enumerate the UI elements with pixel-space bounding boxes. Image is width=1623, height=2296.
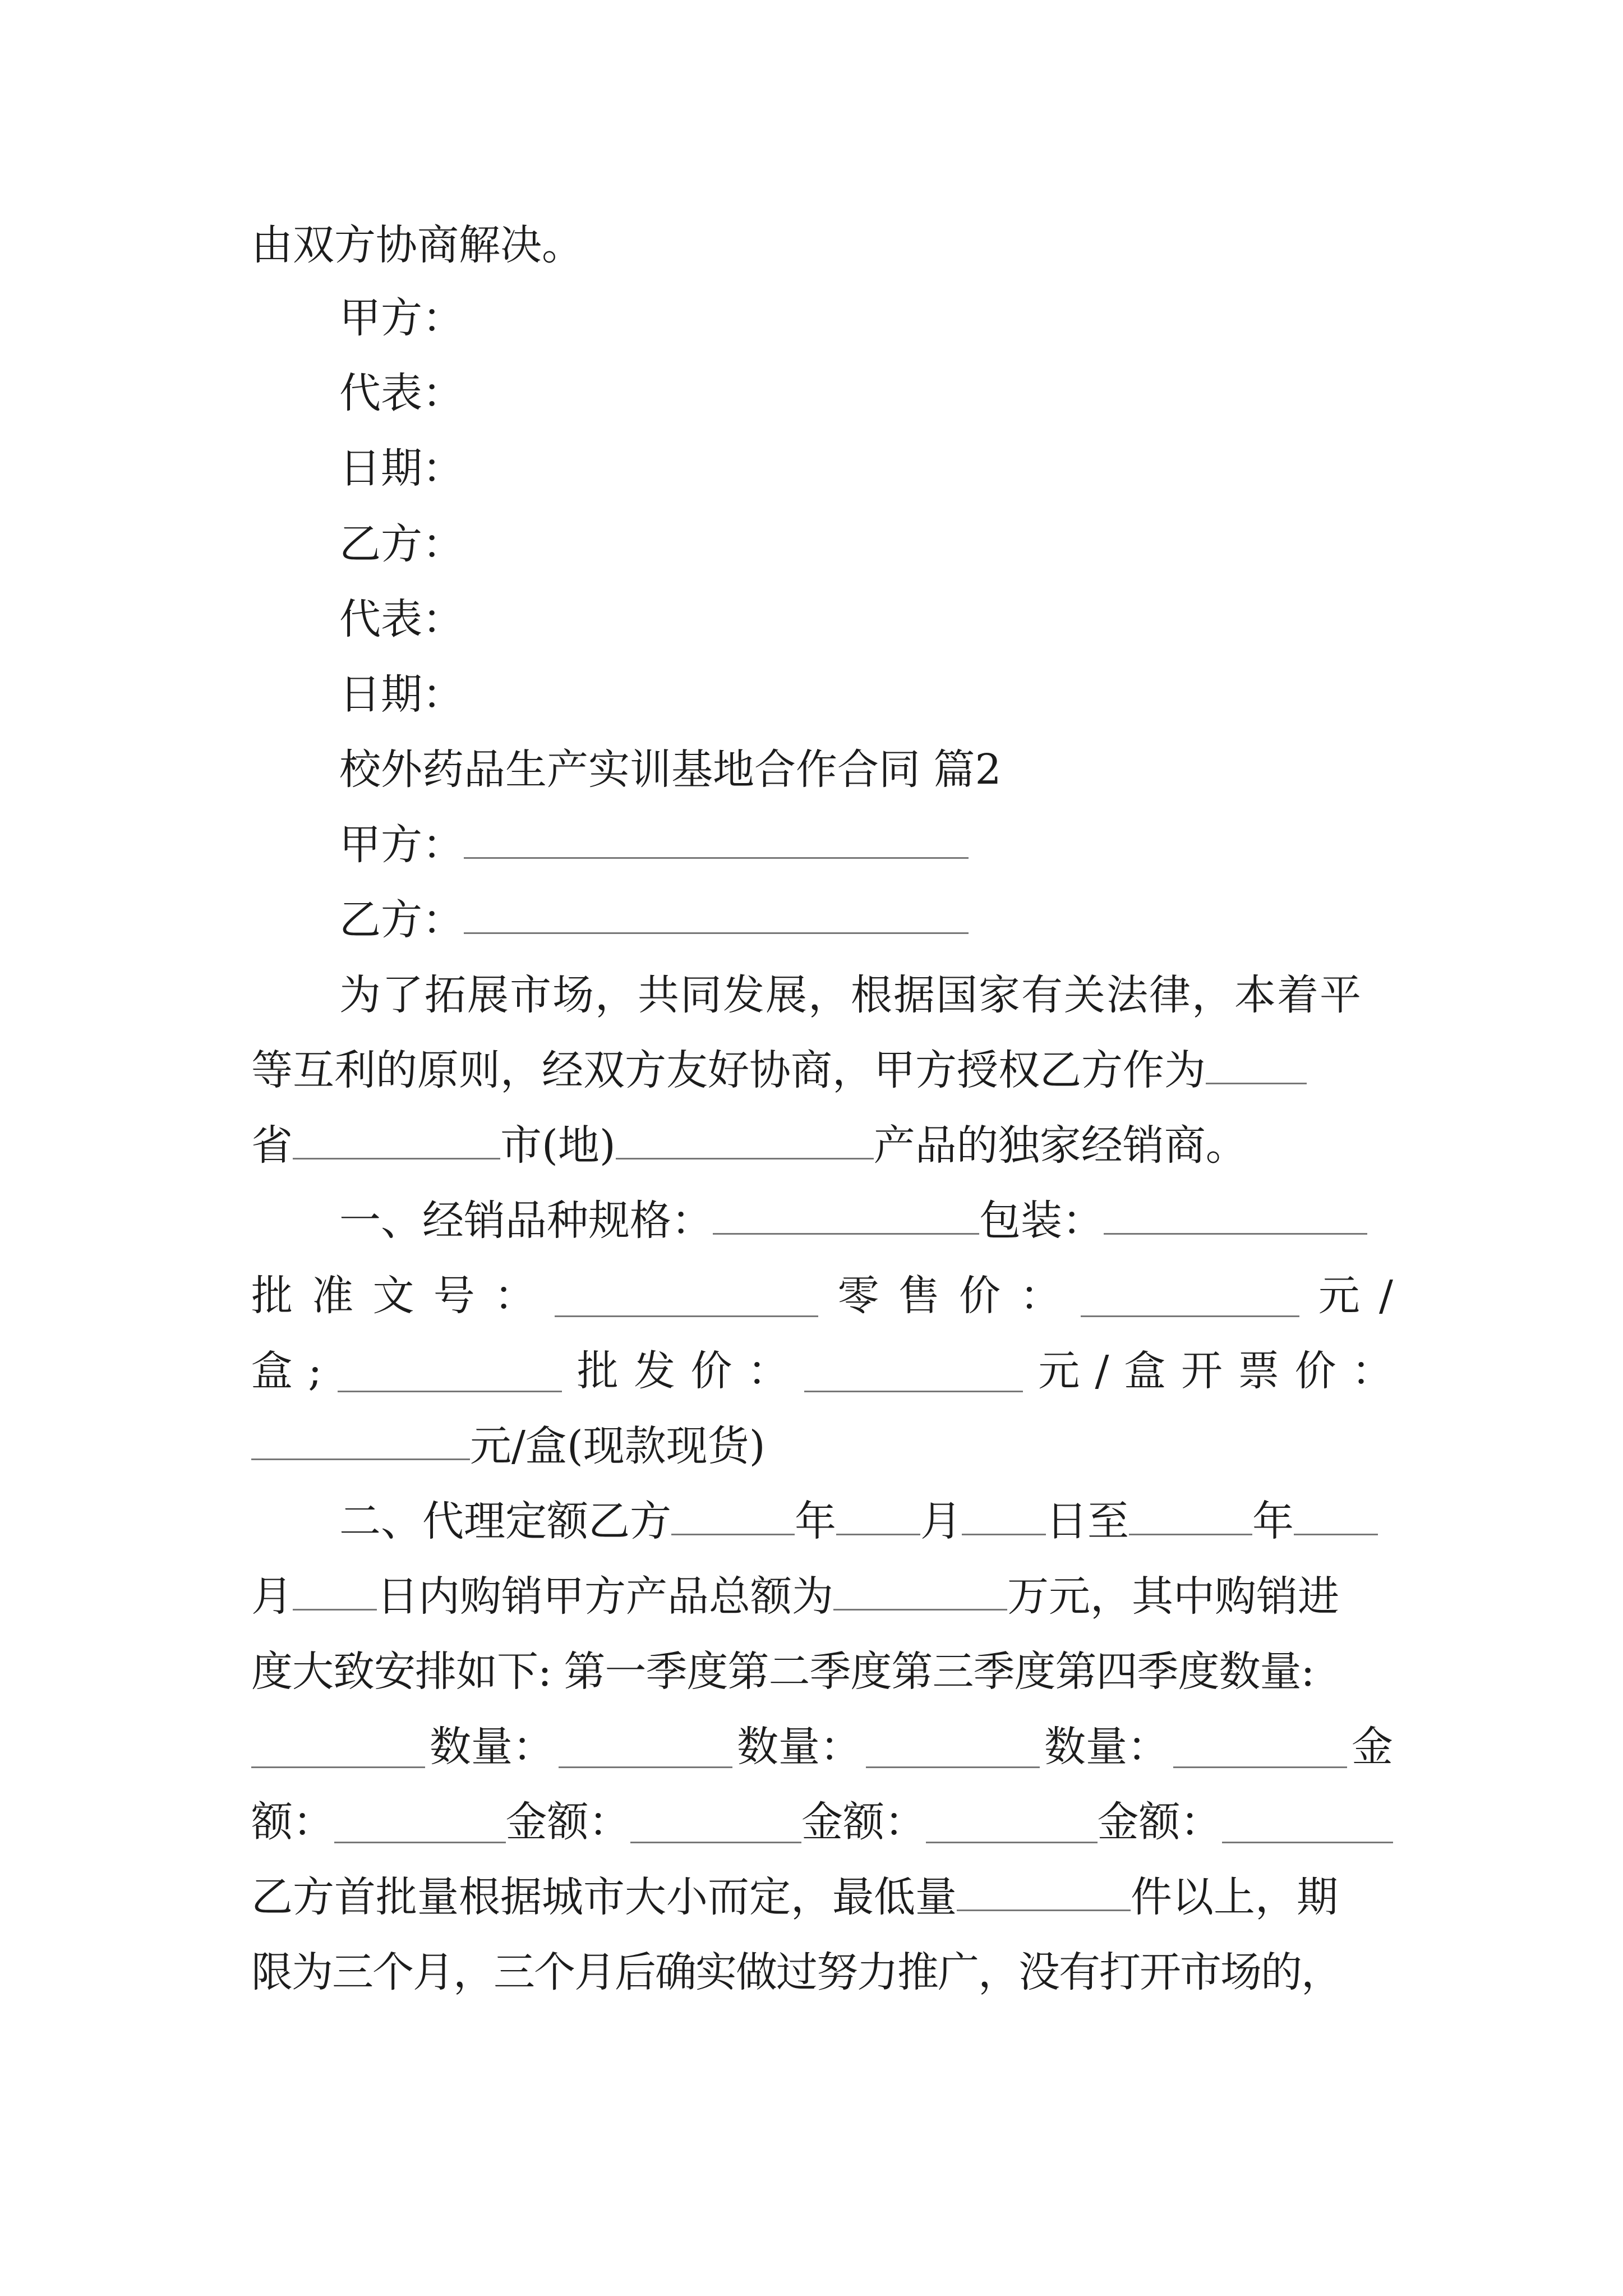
justified-line <box>251 1268 1393 1324</box>
text-segment: 数量： <box>1044 1723 1169 1771</box>
blank-field <box>338 1350 562 1392</box>
blank-field <box>1222 1801 1394 1843</box>
blank-field <box>962 1493 1046 1535</box>
text-segment: 件以上，期 <box>1131 1873 1338 1921</box>
paragraph-line: 度大致安排如下: 第一季度第二季度第三季度第四季度数量: <box>251 1648 1315 1696</box>
char: 盒 <box>251 1347 293 1395</box>
char: / <box>1095 1347 1109 1395</box>
blank-field <box>926 1801 1098 1843</box>
char: 票 <box>1238 1347 1280 1395</box>
blank-field <box>1206 1042 1307 1084</box>
blank-field <box>957 1869 1131 1911</box>
blank-field <box>1104 1193 1367 1235</box>
text-segment: 年 <box>795 1497 836 1545</box>
char: 准 <box>312 1272 354 1320</box>
char: / <box>1379 1272 1393 1320</box>
text-segment: 金额： <box>1097 1798 1222 1846</box>
char: 价 <box>690 1347 732 1395</box>
char: 开 <box>1181 1347 1223 1395</box>
blank-field <box>713 1193 979 1235</box>
text-segment: 金 <box>1352 1723 1393 1771</box>
char: 批 <box>251 1272 293 1320</box>
text-segment: 年 <box>1252 1497 1294 1545</box>
text-segment: 市(地) <box>500 1121 616 1170</box>
text-segment: 产品的独家经销商。 <box>873 1121 1247 1170</box>
char: 元 <box>1038 1347 1080 1395</box>
paragraph-line <box>251 1418 766 1474</box>
char: 零 <box>837 1272 879 1320</box>
representative-label: 代表： <box>339 595 464 643</box>
blank-field <box>464 892 969 934</box>
blank-field <box>293 1117 500 1159</box>
contract-section-title: 校外药品生产实训基地合作合同 篇2 <box>339 746 1002 794</box>
paragraph-line <box>339 1193 1367 1249</box>
paragraph-line <box>251 1042 1307 1098</box>
blank-field <box>804 1350 1023 1392</box>
representative-label: 代表： <box>339 369 464 417</box>
char: 售 <box>898 1272 940 1320</box>
char: ： <box>747 1347 789 1395</box>
blank-field <box>630 1801 802 1843</box>
text-segment: 乙方首批量根据城市大小而定，最低量 <box>251 1873 957 1921</box>
blank-field <box>555 1275 818 1317</box>
justified-line <box>251 1343 1393 1399</box>
party-a-label: 甲方： <box>339 821 464 869</box>
text-segment: 等互利的原则，经双方友好协商，甲方授权乙方作为 <box>251 1046 1206 1094</box>
paragraph-line <box>339 1493 1378 1549</box>
justified-line <box>251 1719 1393 1775</box>
char: 批 <box>577 1347 619 1395</box>
party-b-label: 乙方： <box>339 896 464 944</box>
char: ： <box>1351 1347 1393 1395</box>
char: 价 <box>959 1272 1000 1320</box>
text-segment: 日内购销甲方产品总额为 <box>377 1572 833 1621</box>
blank-field <box>616 1117 874 1159</box>
blank-field <box>293 1568 377 1611</box>
text-segment: 省 <box>251 1121 293 1170</box>
blank-field <box>836 1493 920 1535</box>
text-segment: 额： <box>251 1798 334 1846</box>
blank-field <box>464 817 969 859</box>
paragraph-line: 为了拓展市场，共同发展，根据国家有关法律，本着平 <box>339 971 1362 1019</box>
date-label: 日期： <box>339 670 464 719</box>
char: ： <box>494 1272 536 1320</box>
paragraph-line <box>251 1117 1247 1174</box>
char: 盒 <box>1124 1347 1166 1395</box>
char: 文 <box>372 1272 414 1320</box>
text-segment: 月 <box>251 1572 293 1621</box>
text-segment: 元/盒(现款现货) <box>470 1422 766 1470</box>
paragraph-line <box>251 1568 1339 1625</box>
text-segment: 数量： <box>430 1723 554 1771</box>
party-b-line <box>339 892 969 948</box>
text-segment: 月 <box>920 1497 962 1545</box>
blank-field <box>671 1493 795 1535</box>
char: 价 <box>1294 1347 1336 1395</box>
text-segment: 万元，其中购销进 <box>1007 1572 1339 1621</box>
paragraph-line: 限为三个月，三个月后确实做过努力推广，没有打开市场的， <box>251 1948 1341 1996</box>
text-segment: 金额： <box>505 1798 630 1846</box>
text-segment: 日至 <box>1046 1497 1129 1545</box>
char: 元 <box>1318 1272 1360 1320</box>
blank-field <box>559 1726 732 1768</box>
char: 号 <box>433 1272 475 1320</box>
blank-field <box>334 1801 506 1843</box>
party-a-label: 甲方： <box>339 294 464 342</box>
blank-field <box>833 1568 1007 1611</box>
date-label: 日期： <box>339 444 464 493</box>
text-segment: 一、经销品种规格： <box>339 1197 713 1245</box>
text-segment: 金额： <box>801 1798 926 1846</box>
char: ： <box>1020 1272 1062 1320</box>
text-segment: 数量： <box>737 1723 861 1771</box>
blank-field <box>1081 1275 1299 1317</box>
blank-field <box>1294 1493 1378 1535</box>
blank-field <box>1129 1493 1252 1535</box>
char: ; <box>308 1347 322 1395</box>
text-segment: 包装： <box>979 1197 1104 1245</box>
paragraph-line <box>251 1869 1338 1925</box>
party-b-label: 乙方： <box>339 520 464 568</box>
blank-field <box>251 1418 470 1460</box>
text-segment: 二、代理定额乙方 <box>339 1497 671 1545</box>
justified-line <box>251 1794 1393 1850</box>
blank-field <box>251 1726 425 1768</box>
text-line: 由双方协商解决。 <box>251 221 583 269</box>
blank-field <box>1173 1726 1347 1768</box>
char: 发 <box>634 1347 676 1395</box>
party-a-line <box>339 817 969 873</box>
blank-field <box>866 1726 1040 1768</box>
